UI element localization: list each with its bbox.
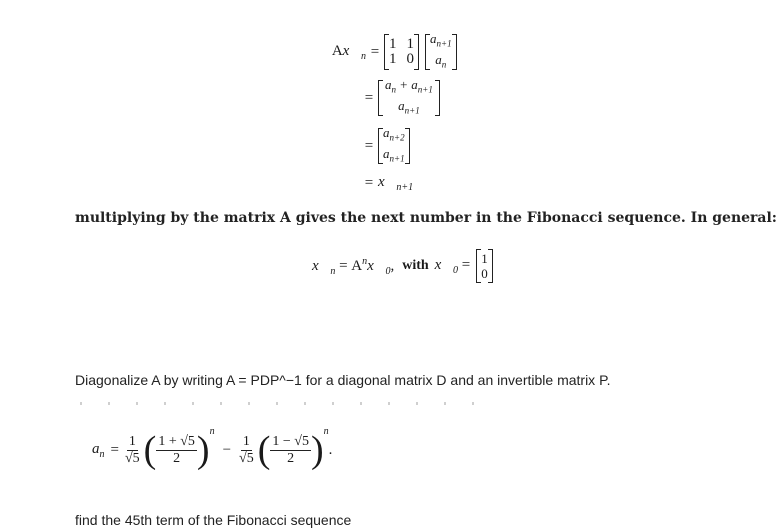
binet-period: . — [328, 441, 333, 458]
paren-close-2: ) — [310, 429, 324, 471]
coef-2: $\frac{1}{√5}$ — [239, 433, 254, 466]
general-lhs: $x⃗_n$ = $A^nx⃗_0$, — [312, 255, 395, 277]
question-diagonalize: Diagonalize A by writing A = PDP^−1 for a diagonal matrix D and an invertible matrix P. — [75, 372, 611, 388]
derivation-block — [330, 30, 570, 200]
lhs-ax: $Ax⃗_n$ — [331, 42, 366, 62]
binet-equals: = — [110, 441, 119, 458]
x0-label: $x⃗_0$ = — [434, 256, 471, 276]
derivation-line-4 — [360, 172, 413, 194]
paren-close-1: ) — [196, 429, 210, 471]
equals-1: = — [370, 43, 380, 60]
faint-dotted-line — [80, 402, 480, 405]
equals-3: = — [364, 137, 374, 154]
paren-open-1: ( — [143, 429, 157, 471]
exp-1: n — [209, 426, 215, 437]
an-label: $a_n$ — [92, 440, 105, 460]
equals-4: = — [364, 174, 374, 191]
with-word: with — [402, 258, 429, 273]
derivation-line-1 — [330, 30, 457, 74]
binet-minus: − — [222, 441, 232, 458]
general-formula — [312, 246, 493, 286]
explanation-sentence: multiplying by the matrix A gives the next number in the Fibonacci sequence. In general: — [75, 210, 777, 226]
question-45th-term: find the 45th term of the Fibonacci sequence — [75, 512, 352, 528]
term-1: $\frac{1 + √5}{2}$ — [158, 433, 195, 466]
coef-1: $\frac{1}{√5}$ — [124, 433, 140, 466]
term-2: $\frac{1 - √5}{2}$ — [272, 433, 309, 466]
exp-2: n — [323, 426, 329, 437]
matrix-a: 1 1 1 0 — [384, 34, 419, 70]
equals-2: = — [364, 89, 374, 106]
x0-vector: 1 0 — [476, 249, 493, 283]
vector-3: $a_{n+2}$ $a_{n+1}$ — [378, 128, 410, 164]
vector-1: $a_{n+1}$ $a_n$ — [425, 34, 457, 70]
x-n-plus-1: $x⃗_{n+1}$ — [378, 173, 414, 193]
derivation-line-2 — [360, 78, 440, 118]
paren-open-2: ( — [257, 429, 271, 471]
binet-formula — [92, 420, 332, 480]
derivation-line-3 — [360, 126, 410, 166]
vector-2: $a_n + a_{n+1}$ $a_{n+1}$ — [378, 80, 440, 116]
